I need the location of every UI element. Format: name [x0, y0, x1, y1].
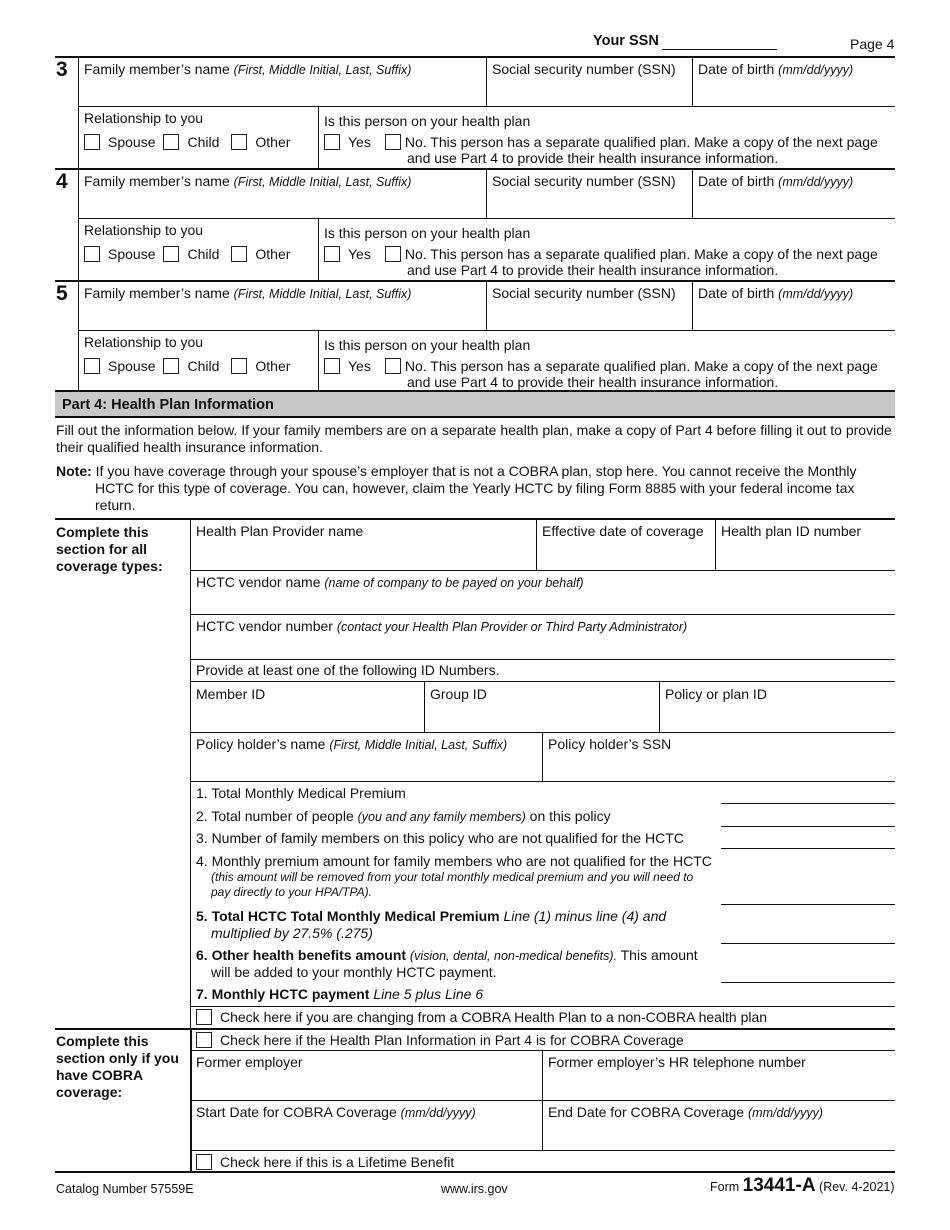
rule	[486, 280, 487, 330]
line-5-input[interactable]	[721, 943, 895, 944]
end-date-field[interactable]	[548, 1104, 823, 1122]
spouse-checkbox[interactable]	[84, 246, 100, 262]
name-hint: (First, Middle Initial, Last, Suffix)	[233, 175, 412, 189]
member-name-field[interactable]	[84, 285, 411, 303]
part4-intro-2: their qualified health insurance information.	[56, 439, 323, 455]
all-section-label-2: section for all	[56, 541, 148, 557]
start-date-field[interactable]	[196, 1104, 476, 1122]
line-7-text: 7. Monthly HCTC payment	[196, 986, 370, 1002]
spouse-label: Spouse	[108, 134, 156, 150]
line-7	[196, 986, 483, 1003]
vendor-name-label: HCTC vendor name	[196, 574, 321, 590]
policy-id-field[interactable]: Policy or plan ID	[665, 686, 767, 702]
change-checkbox[interactable]	[196, 1009, 212, 1025]
other-label: Other	[255, 358, 291, 374]
child-label: Child	[187, 246, 220, 262]
rule	[424, 681, 425, 732]
no-label: No. This person has a separate qualified plan. Make a copy of the next page	[404, 134, 878, 150]
form-id	[710, 1177, 895, 1196]
line-6-end: This amount	[620, 947, 698, 963]
dob-hint: (mm/dd/yyyy)	[778, 287, 854, 301]
end-date-label: End Date for COBRA Coverage	[548, 1104, 745, 1120]
lifetime-checkbox[interactable]	[196, 1154, 212, 1170]
no-label: No. This person has a separate qualified plan. Make a copy of the next page	[404, 246, 878, 262]
line-5	[196, 908, 666, 925]
yes-checkbox[interactable]	[324, 134, 340, 150]
family-member-block	[0, 56, 950, 168]
rule	[78, 106, 895, 107]
plan-question: Is this person on your health plan	[324, 337, 531, 353]
child-checkbox[interactable]	[163, 134, 179, 150]
member-dob-field[interactable]	[698, 61, 853, 79]
rule	[542, 732, 543, 781]
rule	[78, 56, 79, 168]
rule	[318, 330, 319, 392]
spouse-label: Spouse	[108, 246, 156, 262]
cobra-checkbox[interactable]	[196, 1032, 212, 1048]
rule	[536, 518, 537, 570]
check-lifetime-label: Check here if this is a Lifetime Benefit	[220, 1154, 455, 1170]
member-dob-field[interactable]	[698, 285, 853, 303]
no-label-cont: and use Part 4 to provide their health insurance information.	[407, 262, 779, 278]
spouse-checkbox[interactable]	[84, 358, 100, 374]
cobra-label-2: section only if you	[56, 1050, 179, 1066]
relationship-options	[84, 358, 290, 375]
line-6-text: 6. Other health benefits amount	[196, 947, 407, 963]
cobra-label-4: coverage:	[56, 1084, 123, 1100]
family-member-block	[0, 280, 950, 392]
plan-id-label[interactable]: Health plan ID number	[721, 523, 862, 539]
part4-header	[55, 390, 895, 418]
check-cobra-label: Check here if the Health Plan Information in Part 4 is for COBRA Coverage	[220, 1032, 684, 1048]
rule	[78, 168, 79, 280]
other-label: Other	[255, 134, 291, 150]
no-checkbox[interactable]	[385, 134, 401, 150]
rule	[190, 1150, 895, 1151]
other-checkbox[interactable]	[231, 246, 247, 262]
plan-options	[324, 246, 878, 263]
part4-title: Part 4: Health Plan Information	[62, 397, 274, 413]
rule	[486, 168, 487, 218]
member-ssn-field[interactable]: Social security number (SSN)	[492, 285, 676, 301]
line-5-hint-2: multiplied by 27.5% (.275)	[211, 925, 373, 941]
other-checkbox[interactable]	[231, 358, 247, 374]
start-date-label: Start Date for COBRA Coverage	[196, 1104, 397, 1120]
rule	[55, 56, 895, 58]
rule	[190, 518, 191, 1028]
rule	[55, 518, 895, 520]
note-line-2: HCTC for this type of coverage. You can, however, claim the Yearly HCTC by filing Form 8885 with your federal income tax	[95, 480, 855, 496]
child-label: Child	[187, 358, 220, 374]
relationship-label: Relationship to you	[84, 222, 204, 238]
member-ssn-field[interactable]: Social security number (SSN)	[492, 173, 676, 189]
member-ssn-field[interactable]: Social security number (SSN)	[492, 61, 676, 77]
rule	[78, 280, 79, 392]
rule	[692, 280, 693, 330]
family-member-block	[0, 168, 950, 280]
name-hint: (First, Middle Initial, Last, Suffix)	[233, 63, 412, 77]
plan-question: Is this person on your health plan	[324, 225, 531, 241]
relationship-options	[84, 134, 290, 151]
name-label: Family member’s name	[84, 285, 230, 301]
member-dob-field[interactable]	[698, 173, 853, 191]
note-line-1: If you have coverage through your spouse’s employer that is not a COBRA plan, stop here. You cannot receive the Monthly	[95, 463, 857, 479]
vendor-name-hint: (name of company to be payed on your behalf)	[324, 576, 584, 590]
line-1: 1. Total Monthly Medical Premium	[196, 785, 406, 801]
note-label: Note:	[56, 463, 92, 479]
child-checkbox[interactable]	[163, 246, 179, 262]
other-label: Other	[255, 246, 291, 262]
yes-label: Yes	[348, 134, 371, 150]
rule	[318, 218, 319, 280]
name-label: Family member’s name	[84, 173, 230, 189]
vendor-number-hint: (contact your Health Plan Provider or Third Party Administrator)	[336, 620, 688, 634]
rule	[190, 614, 895, 615]
vendor-name-field[interactable]	[196, 574, 584, 592]
plan-options	[324, 134, 878, 151]
spouse-checkbox[interactable]	[84, 134, 100, 150]
end-date-hint: (mm/dd/yyyy)	[748, 1106, 823, 1120]
line-5-hint: Line (1) minus line (4) and	[503, 908, 667, 924]
rule	[190, 1006, 895, 1007]
group-id-field[interactable]: Group ID	[430, 686, 487, 702]
all-section-label-3: coverage types:	[56, 558, 163, 574]
irs-website[interactable]: www.irs.gov	[441, 1182, 508, 1196]
plan-question: Is this person on your health plan	[324, 113, 531, 129]
cobra-label-3: have COBRA	[56, 1067, 144, 1083]
line-1-input[interactable]	[721, 803, 895, 804]
plan-options	[324, 358, 878, 375]
holder-name-hint: (First, Middle Initial, Last, Suffix)	[329, 738, 508, 752]
all-section-label-1: Complete this	[56, 524, 149, 540]
rule	[659, 681, 660, 732]
line-2	[196, 808, 611, 826]
yes-label: Yes	[348, 246, 371, 262]
dob-hint: (mm/dd/yyyy)	[778, 175, 854, 189]
relationship-label: Relationship to you	[84, 110, 204, 126]
line-3: 3. Number of family members on this policy who are not qualified for the HCTC	[196, 830, 684, 846]
line-5-text: 5. Total HCTC Total Monthly Medical Premium	[196, 908, 500, 924]
rule	[715, 518, 716, 570]
name-label: Family member’s name	[84, 61, 230, 77]
member-name-field[interactable]	[84, 173, 411, 191]
no-label-cont: and use Part 4 to provide their health insurance information.	[407, 374, 779, 390]
line-7-hint: Line 5 plus Line 6	[373, 986, 484, 1002]
line-4-hint-2: pay directly to your HPA/TPA).	[211, 885, 372, 899]
form-revision: (Rev. 4-2021)	[819, 1180, 895, 1194]
rule	[190, 781, 895, 782]
rule	[55, 1171, 895, 1173]
member-id-field[interactable]: Member ID	[196, 686, 266, 702]
dob-hint: (mm/dd/yyyy)	[778, 63, 854, 77]
rule	[190, 570, 895, 571]
yes-checkbox[interactable]	[324, 358, 340, 374]
no-checkbox[interactable]	[385, 358, 401, 374]
start-date-hint: (mm/dd/yyyy)	[400, 1106, 476, 1120]
line-2-hint: (you and any family members)	[357, 810, 526, 824]
rule	[78, 218, 895, 219]
vendor-number-label: HCTC vendor number	[196, 618, 333, 634]
child-label: Child	[187, 134, 220, 150]
child-checkbox[interactable]	[163, 358, 179, 374]
spouse-label: Spouse	[108, 358, 156, 374]
rule	[190, 681, 895, 682]
holder-name-field[interactable]	[196, 736, 507, 754]
rule	[55, 280, 895, 282]
line-6-hint: (vision, dental, non-medical benefits).	[409, 949, 617, 963]
rule	[190, 659, 895, 660]
line-6-input[interactable]	[721, 982, 895, 983]
holder-name-label: Policy holder’s name	[196, 736, 326, 752]
no-label-cont: and use Part 4 to provide their health insurance information.	[407, 150, 779, 166]
member-number: 5	[56, 282, 68, 305]
holder-ssn-field[interactable]: Policy holder’s SSN	[548, 736, 672, 752]
yes-checkbox[interactable]	[324, 246, 340, 262]
check-change-row	[196, 1009, 767, 1026]
line-2-text: 2. Total number of people	[196, 808, 354, 824]
other-checkbox[interactable]	[231, 134, 247, 150]
check-change-label: Check here if you are changing from a COBRA Health Plan to a non-COBRA health plan	[220, 1009, 768, 1025]
part4-note	[56, 463, 857, 480]
member-number: 3	[56, 58, 68, 81]
form-word: Form	[710, 1180, 740, 1194]
check-lifetime-row	[196, 1154, 454, 1171]
line-2-end: on this policy	[529, 808, 611, 824]
rule	[486, 56, 487, 106]
rule	[692, 56, 693, 106]
line-4-hint-1: (this amount will be removed from your total monthly medical premium and you will need to	[211, 870, 694, 884]
yes-label: Yes	[348, 358, 371, 374]
line-6	[196, 947, 698, 965]
provider-name-label[interactable]: Health Plan Provider name	[196, 523, 364, 539]
rule	[692, 168, 693, 218]
form-number: 13441-A	[742, 1175, 816, 1196]
relationship-options	[84, 246, 290, 263]
line-6-cont: will be added to your monthly HCTC payment.	[211, 964, 497, 980]
line-2-input[interactable]	[721, 826, 895, 827]
rule	[78, 330, 895, 331]
cobra-label-1: Complete this	[56, 1033, 149, 1049]
dob-label: Date of birth	[698, 61, 775, 77]
member-name-field[interactable]	[84, 61, 411, 79]
effective-date-label[interactable]: Effective date of coverage	[542, 523, 704, 539]
no-label: No. This person has a separate qualified plan. Make a copy of the next page	[404, 358, 878, 374]
check-cobra-row	[196, 1032, 684, 1049]
ssn-input-line[interactable]	[662, 49, 777, 50]
dob-label: Date of birth	[698, 285, 775, 301]
rule	[55, 1028, 895, 1030]
id-prompt: Provide at least one of the following ID Numbers.	[196, 662, 500, 678]
rule	[55, 168, 895, 170]
page-number: Page 4	[850, 36, 895, 52]
name-hint: (First, Middle Initial, Last, Suffix)	[233, 287, 412, 301]
rule	[318, 106, 319, 168]
member-number: 4	[56, 170, 68, 193]
line-4-input[interactable]	[721, 904, 895, 905]
catalog-number: Catalog Number 57559E	[56, 1182, 194, 1196]
note-line-3: return.	[95, 497, 136, 513]
relationship-label: Relationship to you	[84, 334, 204, 350]
rule	[190, 1100, 895, 1101]
ssn-label: Your SSN	[593, 33, 659, 49]
former-employer-field[interactable]: Former employer	[196, 1054, 303, 1070]
part4-intro-1: Fill out the information below. If your family members are on a separate health plan, make a copy of Part 4 before filling it out to provide	[56, 422, 892, 438]
no-checkbox[interactable]	[385, 246, 401, 262]
dob-label: Date of birth	[698, 173, 775, 189]
line-3-input[interactable]	[721, 848, 895, 849]
vendor-number-field[interactable]	[196, 618, 687, 636]
line-4: 4. Monthly premium amount for family members who are not qualified for the HCTC	[196, 853, 712, 869]
hr-phone-field[interactable]: Former employer’s HR telephone number	[548, 1054, 806, 1070]
